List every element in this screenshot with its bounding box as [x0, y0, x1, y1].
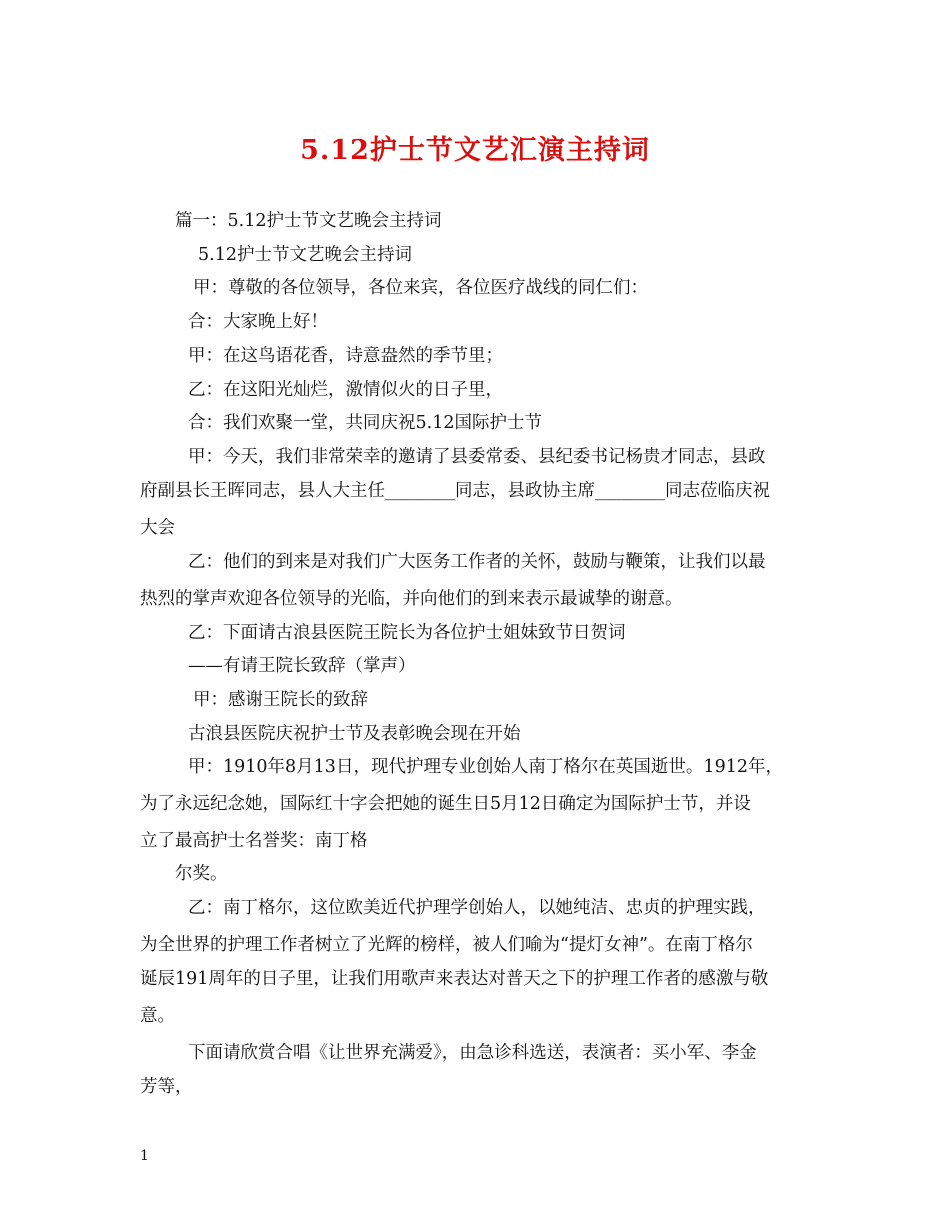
text-line: ——有请王院长致辞（掌声） — [188, 656, 416, 676]
text-line: 甲：1910年8月13日，现代护理专业创始人南丁格尔在英国逝世。1912年， — [188, 757, 783, 777]
text-line: 下面请欣赏合唱《让世界充满爱》，由急诊科选送，表演者：买小军、李金 — [188, 1043, 757, 1063]
document-title: 5.12护士节文艺汇演主持词 — [300, 135, 650, 166]
text-line: 立了最高护士名誉奖：南丁格 — [140, 831, 368, 851]
text-line: 乙：在这阳光灿烂，激情似火的日子里， — [188, 380, 503, 400]
text-line: 为全世界的护理工作者树立了光辉的榜样，被人们喻为“提灯女神”。在南丁格尔 — [140, 935, 753, 955]
text-line: 为了永远纪念她，国际红十字会把她的诞生日5月12日确定为国际护士节，并设 — [140, 794, 751, 814]
text-line: 篇一：5.12护士节文艺晚会主持词 — [175, 211, 442, 231]
text-line: 古浪县医院庆祝护士节及表彰晚会现在开始 — [188, 724, 521, 744]
text-line: 甲：在这鸟语花香，诗意盎然的季节里； — [188, 346, 503, 366]
text-line: 甲：今天，我们非常荣幸的邀请了县委常委、县纪委书记杨贵才同志，县政 — [188, 447, 766, 467]
text-line: 乙：南丁格尔，这位欧美近代护理学创始人，以她纯洁、忠贞的护理实践， — [188, 898, 766, 918]
text-line: 甲：尊敬的各位领导，各位来宾，各位医疗战线的同仁们： — [193, 278, 648, 298]
text-line: 5.12护士节文艺晚会主持词 — [198, 245, 412, 265]
text-line: 尔奖。 — [175, 864, 228, 884]
text-line: 意。 — [140, 1006, 175, 1026]
page-number: 1 — [140, 1148, 149, 1164]
text-line: 合：大家晚上好！ — [188, 312, 328, 332]
text-line: 诞辰191周年的日子里，让我们用歌声来表达对普天之下的护理工作者的感激与敬 — [140, 969, 769, 989]
text-line: 甲：感谢王院长的致辞 — [193, 690, 368, 710]
text-line: 芳等， — [140, 1077, 193, 1097]
text-line: 热烈的掌声欢迎各位领导的光临，并向他们的到来表示最诚挚的谢意。 — [140, 589, 683, 609]
text-line: 大会 — [140, 518, 175, 538]
text-line: 府副县长王晖同志，县人大主任________同志，县政协主席________同志莅临庆祝 — [140, 481, 770, 501]
text-line: 乙：他们的到来是对我们广大医务工作者的关怀，鼓励与鞭策，让我们以最 — [188, 552, 766, 572]
text-line: 合：我们欢聚一堂，共同庆祝5.12国际护士节 — [188, 413, 542, 433]
text-line: 乙：下面请古浪县医院王院长为各位护士姐妹致节日贺词 — [188, 623, 626, 643]
